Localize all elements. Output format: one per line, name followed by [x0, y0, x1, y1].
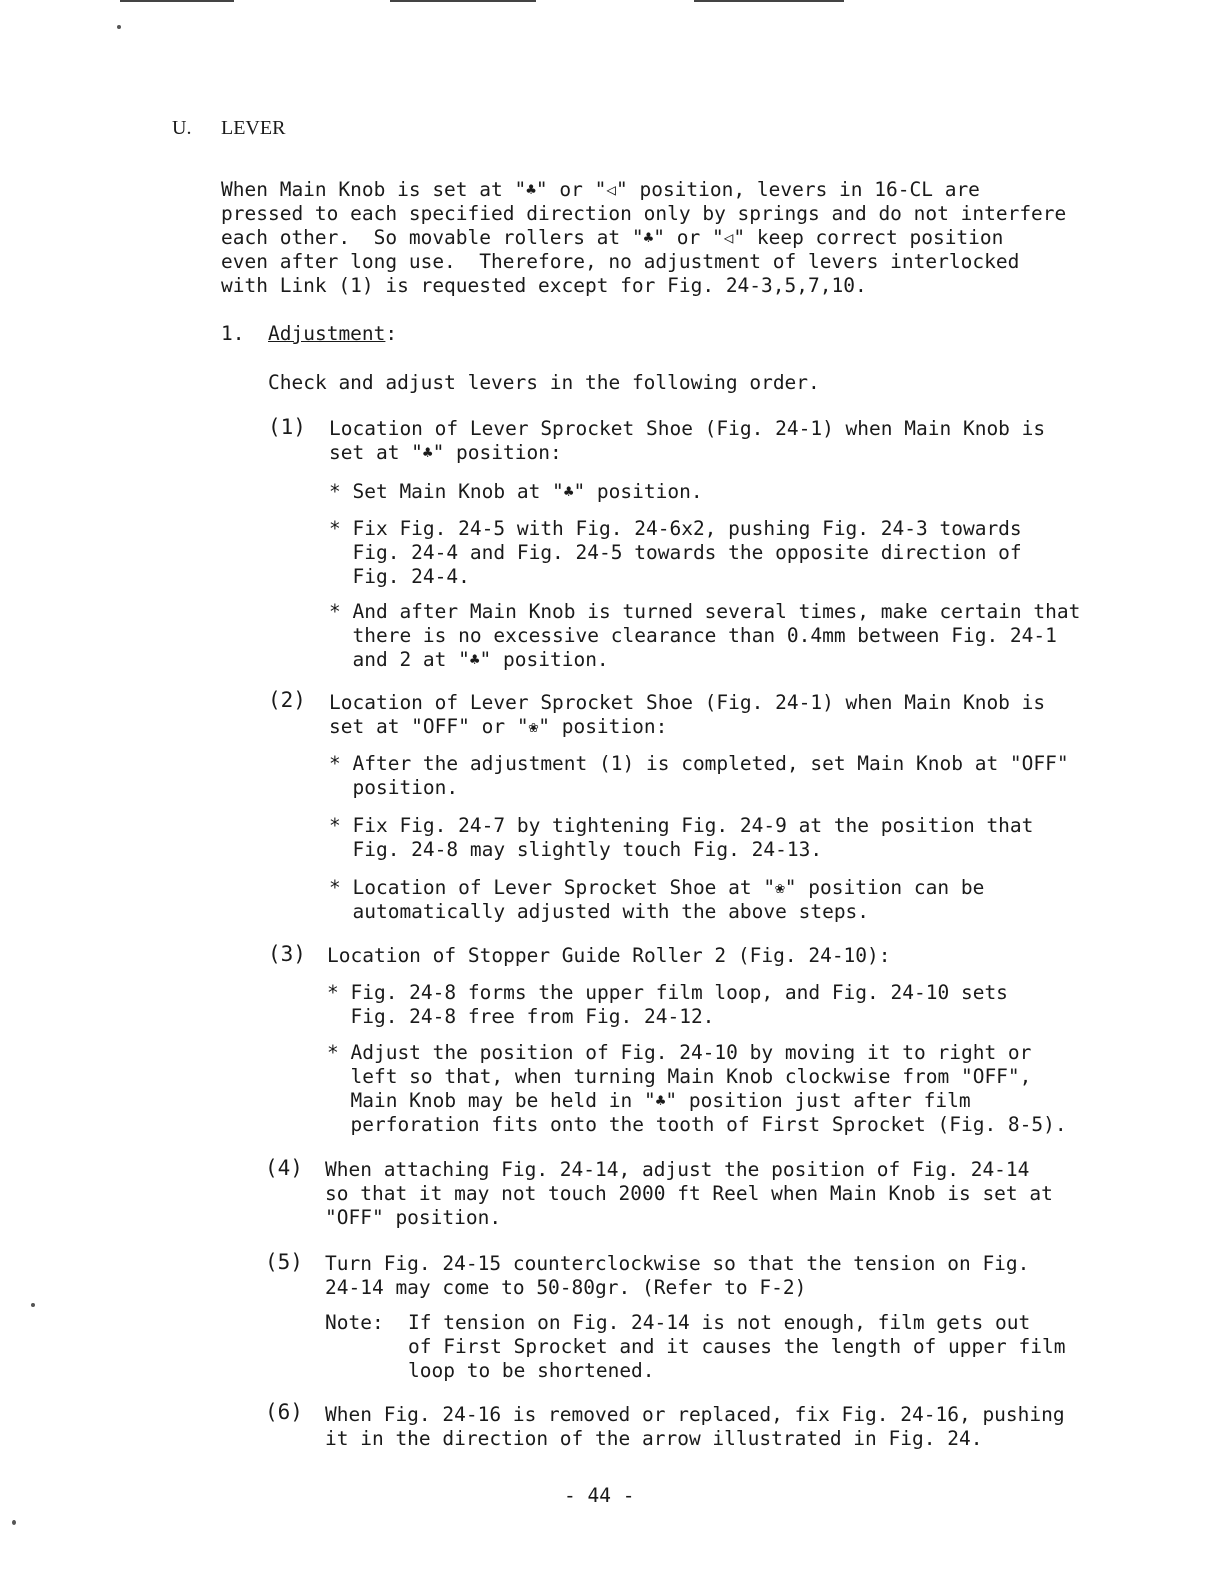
bullet-line: Fig. 24-4. — [329, 565, 470, 588]
item-line: Turn Fig. 24-15 counterclockwise so that the tension on Fig. — [325, 1252, 1030, 1275]
bullet-line: * Fix Fig. 24-5 with Fig. 24-6x2, pushing Fig. 24-3 towards — [329, 517, 1022, 540]
note-label: Note: — [325, 1311, 384, 1334]
projector-symbol-icon: ♣ — [643, 228, 654, 247]
top-rule — [390, 0, 536, 2]
item-line: Location of Lever Sprocket Shoe (Fig. 24-1) when Main Knob is — [329, 417, 1046, 440]
page-number: - 44 - — [564, 1484, 635, 1507]
projector-symbol-icon: ♣ — [655, 1091, 666, 1110]
bullet-line: Fig. 24-8 may slightly touch Fig. 24-13. — [329, 838, 823, 861]
top-rule — [120, 0, 234, 2]
item-number: (3) — [268, 942, 306, 966]
item-line: set at "♣" position: — [329, 441, 562, 464]
item-number: (6) — [265, 1400, 303, 1424]
note-line: If tension on Fig. 24-14 is not enough, film gets out — [408, 1311, 1031, 1334]
bullet-line: Fig. 24-8 free from Fig. 24-12. — [327, 1005, 715, 1028]
bullet-line: * After the adjustment (1) is completed, set Main Knob at "OFF" — [329, 752, 1069, 775]
section-letter: U. — [172, 117, 192, 139]
bullet-line: perforation fits onto the tooth of First Sprocket (Fig. 8-5). — [327, 1113, 1067, 1136]
projector-symbol-icon: ♣ — [563, 482, 574, 501]
intro-line: each other. So movable rollers at "♣" or "◁" keep correct position — [221, 226, 1004, 249]
bullet-line: there is no excessive clearance than 0.4mm between Fig. 24-1 — [329, 624, 1057, 647]
subsection-number: 1. — [221, 322, 245, 345]
bullet-line: Fig. 24-4 and Fig. 24-5 towards the opposite direction of — [329, 541, 1022, 564]
item-line: so that it may not touch 2000 ft Reel when Main Knob is set at — [325, 1182, 1053, 1205]
intro-line: even after long use. Therefore, no adjustment of levers interlocked — [221, 250, 1020, 273]
item-line: 24-14 may come to 50-80gr. (Refer to F-2) — [325, 1276, 807, 1299]
item-number: (2) — [268, 688, 306, 712]
order-text: Check and adjust levers in the following order. — [268, 371, 820, 394]
note-line: loop to be shortened. — [408, 1359, 655, 1382]
bullet-line: * Fig. 24-8 forms the upper film loop, and Fig. 24-10 sets — [327, 981, 1008, 1004]
section-title: LEVER — [221, 117, 286, 139]
bullet-line: and 2 at "♣" position. — [329, 648, 609, 671]
top-rule — [694, 0, 844, 2]
intro-line: When Main Knob is set at "♣" or "◁" position, levers in 16-CL are — [221, 178, 980, 201]
still-symbol-icon: ❀ — [775, 878, 785, 897]
projector-symbol-icon: ♣ — [469, 650, 480, 669]
subsection-title: Adjustment: — [268, 322, 398, 345]
note-line: of First Sprocket and it causes the length of upper film — [408, 1335, 1066, 1358]
item-number: (5) — [265, 1250, 303, 1274]
projector-symbol-icon: ♣ — [422, 443, 433, 462]
intro-line: pressed to each specified direction only by springs and do not interfere — [221, 202, 1067, 225]
bullet-line: * Location of Lever Sprocket Shoe at "❀" position can be — [329, 876, 985, 899]
bullet-line: left so that, when turning Main Knob clockwise from "OFF", — [327, 1065, 1032, 1088]
item-line: When Fig. 24-16 is removed or replaced, fix Fig. 24-16, pushing — [325, 1403, 1065, 1426]
item-line: "OFF" position. — [325, 1206, 502, 1229]
still-symbol-icon: ❀ — [528, 717, 539, 736]
scan-speck — [31, 1303, 35, 1307]
bullet-line: position. — [329, 776, 459, 799]
item-line: When attaching Fig. 24-14, adjust the position of Fig. 24-14 — [325, 1158, 1030, 1181]
bullet-line: * Fix Fig. 24-7 by tightening Fig. 24-9 at the position that — [329, 814, 1034, 837]
bullet-line: automatically adjusted with the above steps. — [329, 900, 870, 923]
bullet-line: * And after Main Knob is turned several times, make certain that — [329, 600, 1081, 623]
item-line: Location of Stopper Guide Roller 2 (Fig. 24-10): — [327, 944, 891, 967]
scan-speck — [117, 25, 121, 29]
rewind-symbol-icon: ◁ — [723, 228, 734, 247]
item-line: it in the direction of the arrow illustrated in Fig. 24. — [325, 1427, 983, 1450]
intro-line: with Link (1) is requested except for Fig. 24-3,5,7,10. — [221, 274, 867, 297]
bullet-line: * Set Main Knob at "♣" position. — [329, 480, 703, 503]
item-line: set at "OFF" or "❀" position: — [329, 715, 668, 738]
item-number: (1) — [268, 415, 306, 439]
bullet-line: Main Knob may be held in "♣" position just after film — [327, 1089, 971, 1112]
bullet-line: * Adjust the position of Fig. 24-10 by moving it to right or — [327, 1041, 1032, 1064]
item-number: (4) — [265, 1156, 303, 1180]
projector-symbol-icon: ♣ — [526, 180, 536, 199]
rewind-symbol-icon: ◁ — [606, 180, 616, 199]
item-line: Location of Lever Sprocket Shoe (Fig. 24-1) when Main Knob is — [329, 691, 1046, 714]
scan-speck — [12, 1520, 16, 1525]
